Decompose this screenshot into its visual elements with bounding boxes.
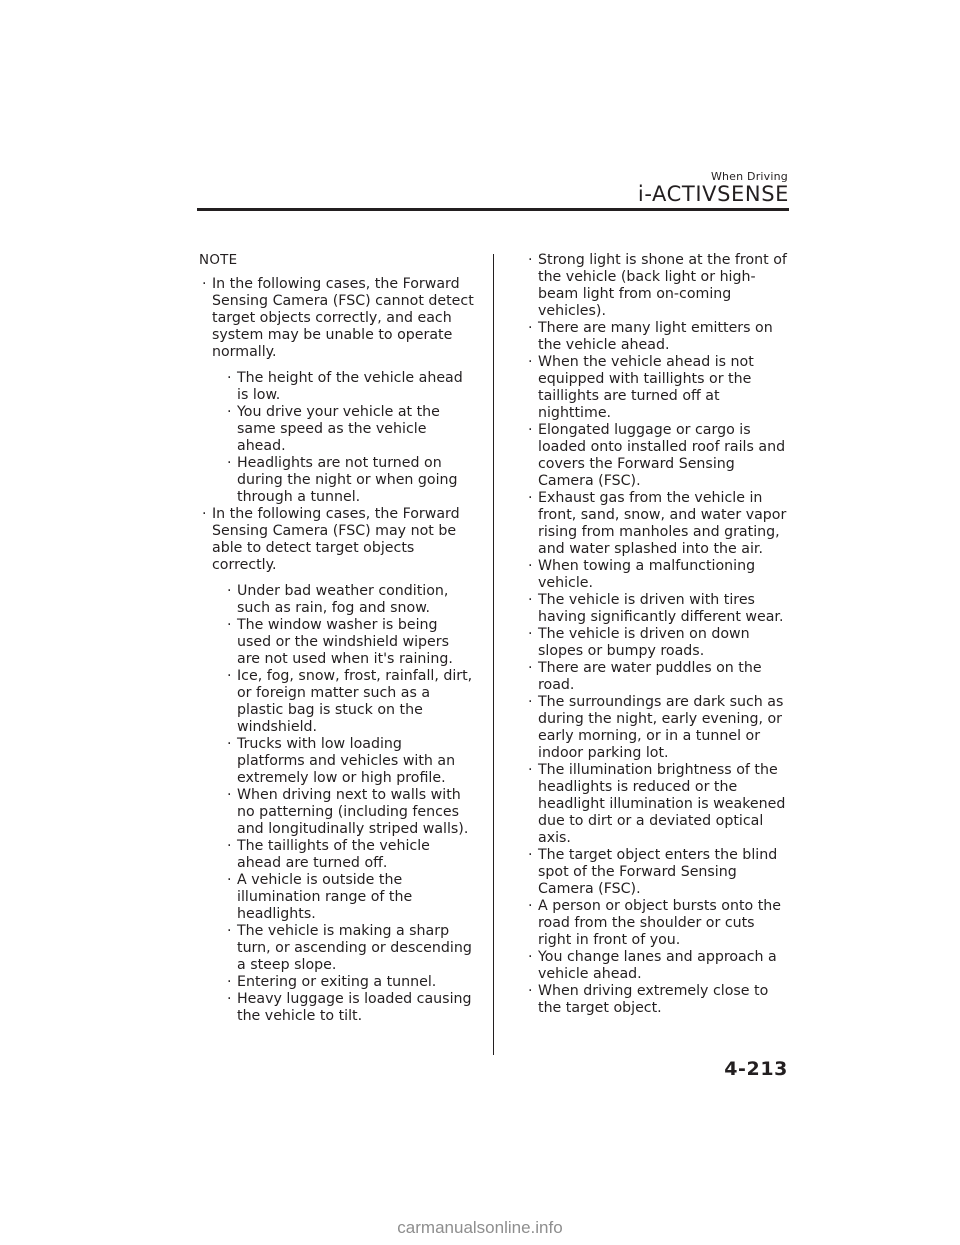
header-rule	[197, 208, 789, 211]
chapter-title: i-ACTIVSENSE	[637, 182, 789, 206]
list-item: · You drive your vehicle at the same speed as the vehicle ahead.	[237, 404, 474, 455]
list-item-text: · In the following cases, the Forward Sensing Camera (FSC) cannot detect target objects correctly, and each system may be unable to operate normally.	[212, 276, 474, 360]
left-column	[199, 252, 474, 1025]
list-item: · Headlights are not turned on during the night or when going through a tunnel.	[237, 455, 474, 506]
list-item: · There are many light emitters on the vehicle ahead.	[538, 320, 790, 354]
list-item: · The height of the vehicle ahead is low.	[237, 370, 474, 404]
list-item: · Entering or exiting a tunnel.	[237, 974, 474, 991]
list-item: · A person or object bursts onto the road from the shoulder or cuts right in front of you.	[538, 898, 790, 949]
list-item: · Heavy luggage is loaded causing the vehicle to tilt.	[237, 991, 474, 1025]
list-item: · The surroundings are dark such as during the night, early evening, or early morning, or in a tunnel or indoor parking lot.	[538, 694, 790, 762]
list-item: · When the vehicle ahead is not equipped with taillights or the taillights are turned off at nighttime.	[538, 354, 790, 422]
column-divider	[493, 254, 494, 1055]
list-item: · Ice, fog, snow, frost, rainfall, dirt, or foreign matter such as a plastic bag is stuck on the windshield.	[237, 668, 474, 736]
list-item: · The vehicle is making a sharp turn, or ascending or descending a steep slope.	[237, 923, 474, 974]
section-name: When Driving	[710, 170, 788, 183]
list-item: · Exhaust gas from the vehicle in front, sand, snow, and water vapor rising from manholes and grating, and water splashed into the air.	[538, 490, 790, 558]
right-column	[528, 252, 790, 1017]
list-item: · The vehicle is driven with tires having significantly different wear.	[538, 592, 790, 626]
sub-bullet-list	[237, 583, 474, 1025]
right-bullet-list	[538, 252, 790, 1017]
list-item: · Strong light is shone at the front of the vehicle (back light or high-beam light from on-coming vehicles).	[538, 252, 790, 320]
list-item: · Trucks with low loading platforms and vehicles with an extremely low or high profile.	[237, 736, 474, 787]
left-bullet-list	[212, 276, 474, 1025]
list-item: · When driving next to walls with no patterning (including fences and longitudinally striped walls).	[237, 787, 474, 838]
list-item	[212, 506, 474, 1025]
list-item	[212, 276, 474, 506]
list-item: · You change lanes and approach a vehicle ahead.	[538, 949, 790, 983]
list-item: · The window washer is being used or the windshield wipers are not used when it's raining.	[237, 617, 474, 668]
list-item: · Under bad weather condition, such as rain, fog and snow.	[237, 583, 474, 617]
list-item: · The target object enters the blind spot of the Forward Sensing Camera (FSC).	[538, 847, 790, 898]
list-item: · Elongated luggage or cargo is loaded onto installed roof rails and covers the Forward Sensing Camera (FSC).	[538, 422, 790, 490]
watermark-link[interactable]: carmanualsonline.info	[397, 1218, 563, 1237]
list-item: · The vehicle is driven on down slopes or bumpy roads.	[538, 626, 790, 660]
list-item: · When driving extremely close to the target object.	[538, 983, 790, 1017]
list-item-text: · In the following cases, the Forward Sensing Camera (FSC) may not be able to detect target objects correctly.	[212, 506, 460, 573]
list-item: · The taillights of the vehicle ahead are turned off.	[237, 838, 474, 872]
note-label: NOTE	[199, 253, 238, 268]
sub-bullet-list	[237, 370, 474, 506]
list-item: · A vehicle is outside the illumination range of the headlights.	[237, 872, 474, 923]
page-number: 4-213	[724, 1058, 788, 1080]
list-item: · When towing a malfunctioning vehicle.	[538, 558, 790, 592]
list-item: · The illumination brightness of the headlights is reduced or the headlight illumination is weakened due to dirt or a deviated optical axis.	[538, 762, 790, 847]
list-item: · There are water puddles on the road.	[538, 660, 790, 694]
